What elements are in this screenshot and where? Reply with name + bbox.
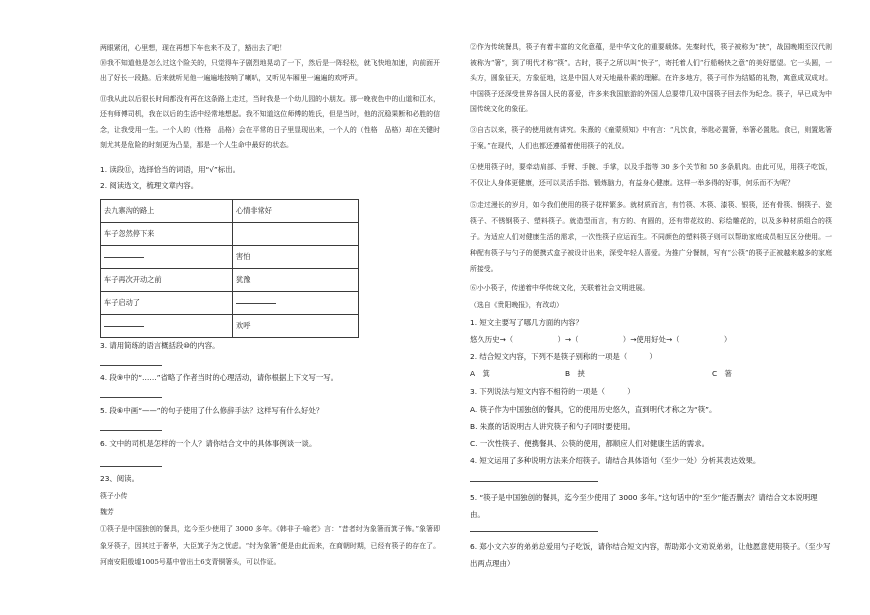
article-question-1-flow: 悠久历史→（ ）→（ ）→使用好处→（ ）	[470, 335, 732, 344]
article-source: （选自《贵阳晚报》，有改动）	[470, 301, 564, 309]
answer-blank-line	[100, 430, 162, 431]
article-paragraph-5: ⑤走过漫长的岁月，如今我们使用的筷子花样繁多。就材质而言，有竹筷、木筷、漆筷、银筷，还有骨筷、钢筷子、瓷筷子、不锈钢筷子、塑料筷子。就造型而言，有方的、有圆的，还有带花纹的、彩绘雕花的，以及多种材质组合的筷子。为适应人们对健康生活的需求，一次性筷子应运而生。不同颜色的塑料筷子则可以帮助家庭成员相互区分使用。一种配有筷子与勺子的便携式盒子被设计出来，深受年轻人喜爱。为推广分餐制，写有“公筷”的筷子正被越来越多的家庭所接受。	[470, 201, 832, 273]
table-cell: 车子再次开动之前	[101, 269, 233, 292]
option-b: B. 朱熹的话说明古人讲究筷子和勺子同时要使用。	[470, 422, 635, 431]
table-cell-answer-blank	[101, 246, 233, 269]
option-c: C 箸	[712, 369, 732, 378]
article-question-4: 4. 短文运用了多种说明方法来介绍筷子。请结合具体语句（至少一处）分析其表达效果。	[470, 456, 761, 465]
article-question-5: 5. “筷子是中国独创的餐具，迄今至少使用了 3000 多年。”这句话中的“至少”能否删去？请结合文本说明理由。	[470, 493, 818, 519]
table-cell: 害怕	[233, 246, 359, 269]
option-a: A. 筷子作为中国独创的餐具，它的使用历史悠久，直到明代才称之为“筷”。	[470, 405, 717, 414]
table-row	[101, 200, 359, 223]
question-5: 5. 段⑥中画“——”的句子使用了什么修辞手法？这样写有什么好处？	[100, 406, 324, 415]
table-cell-empty	[233, 223, 359, 246]
article-paragraph-3: ③自古以来，筷子的使用就有讲究。朱熹的《童蒙须知》中有言：“凡饮食，举匙必置箸，举箸必置匙。食已，则置匙箸于案。”在现代，人们也都还遵循着使用筷子的礼仪。	[470, 126, 832, 150]
article-question-3: 3. 下列说法与短文内容不相符的一项是（ ）	[470, 387, 635, 396]
question-3: 3. 请用简练的语言概括段⑩的内容。	[100, 341, 220, 350]
option-c: C. 一次性筷子、便携餐具、公筷的使用，都顺应人们对健康生活的需求。	[470, 439, 709, 448]
article-question-2: 2. 结合短文内容，下列不是筷子别称的一项是（ ）	[470, 352, 657, 361]
table-cell: 去九寨沟的路上	[101, 200, 233, 223]
table-cell-answer-blank	[101, 315, 233, 338]
table-row	[101, 246, 359, 269]
table-row	[101, 269, 359, 292]
answer-blank-line	[470, 531, 598, 532]
table-cell: 犹豫	[233, 269, 359, 292]
table-cell: 车子忽然停下来	[101, 223, 233, 246]
answer-blank-line	[100, 397, 162, 398]
article-paragraph-4: ④使用筷子时，要牵动肩部、手臂、手腕、手掌，以及手指等 30 多个关节和 50 多条肌肉。由此可见，用筷子吃饭，不仅让人身体更健康，还可以灵活手指、锻炼脑力，有益身心健康。这样一举多得的好事，何乐而不为呢？	[470, 163, 832, 187]
table-cell: 心情非常好	[233, 200, 359, 223]
answer-blank-line	[104, 257, 144, 258]
answer-blank-line	[236, 303, 276, 304]
section-heading: 23、阅读。	[100, 474, 139, 483]
article-question-1: 1. 短文主要写了哪几方面的内容？	[470, 318, 583, 327]
question-6: 6. 文中的司机是怎样的一个人？请你结合文中的具体事例谈一谈。	[100, 439, 317, 448]
passage-paragraph-intro: 两眼紧闭，心里想，现在再想下车也来不及了，豁出去了吧！	[100, 44, 287, 52]
passage-paragraph-10: ⑩我不知道他是怎么过这个险关的，只觉得车子剧烈地晃动了一下，然后是一阵轻松，就飞快地加速，向前面开出了好长一段路。后来就听见他一遍遍地按响了喇叭，又听见车厢里一遍遍的欢呼声。	[100, 59, 440, 83]
answer-blank-line	[100, 466, 162, 467]
article-question-6: 6. 郑小文六岁的弟弟总爱用勺子吃饭，请你结合短文内容，帮助郑小文劝说弟弟，让他愿意使用筷子。（至少写出两点理由）	[470, 542, 831, 568]
article-author: 魏芳	[100, 508, 114, 516]
question-4: 4. 段⑨中的“……”省略了作者当时的心理活动，请你根据上下文写一写。	[100, 373, 339, 382]
table-cell-answer-blank	[233, 292, 359, 315]
article-paragraph-6: ⑥小小筷子，传递着中华传统文化，关联着社会文明进展。	[470, 284, 650, 292]
question-1: 1. 读段⑪，选择恰当的词语，用“√”标出。	[100, 165, 241, 174]
passage-paragraph-11: ⑪我从此以后很长时间都没有再在这条路上走过，当时我是一个幼儿园的小朋友。那一晚夜色中的山道和江水，还有师傅司机，我在以后的生活中经常地想起。我不知道这位师傅的姓氏，但是当时，他的沉稳果断和必胜的信念，让我受用一生。一个人的（性格 品格）会在平常的日子里显现出来，一个人的（性格 品格）却在关键时刻尤其是危险的时刻更为凸显，那是一个人生命中最好的状态。	[100, 95, 440, 150]
article-paragraph-2: ②作为传统餐具，筷子有着丰富的文化意蕴，是中华文化的重要载体。先秦时代，筷子被称为“挟”，战国晚期至汉代则被称为“箸”，到了明代才称“筷”。古时，筷子之所以叫“快子”，寄托着人们“行船畅快之意”的美好愿望。它一头圆，一头方，圆象征天，方象征地，这是中国人对天地最朴素的理解。在许多地方，筷子可作为结婚的礼物，寓意成双成对。中国筷子还深受世界各国人民的喜爱，许多来我国旅游的外国人总要带几双中国筷子回去作为纪念。筷子，早已成为中国传统文化的象征。	[470, 43, 832, 113]
article-title: 筷子小传	[100, 492, 128, 500]
table-cell: 车子启动了	[101, 292, 233, 315]
table-row	[101, 315, 359, 338]
question-2: 2. 阅读选文，梳理文章内容。	[100, 181, 199, 190]
option-a: A 箕	[470, 369, 490, 378]
content-table	[100, 199, 359, 338]
table-cell: 欢呼	[233, 315, 359, 338]
answer-blank-line	[470, 481, 598, 482]
answer-blank-line	[100, 365, 162, 366]
table-row	[101, 292, 359, 315]
table-row	[101, 223, 359, 246]
option-b: B 挟	[565, 369, 585, 378]
article-paragraph-1: ①筷子是中国独创的餐具，迄今至少使用了 3000 多年。《韩非子·喻老》言：“昔者纣为象箸而箕子怖。”象箸即象牙筷子，因其过于奢华，大臣箕子为之忧虑。“纣为象箸”便是由此而来，在商朝时期，已经有筷子的存在了。河南安阳殷墟1005号墓中曾出土6支青铜箸头，可以作证。	[100, 525, 440, 566]
answer-blank-line	[104, 326, 144, 327]
